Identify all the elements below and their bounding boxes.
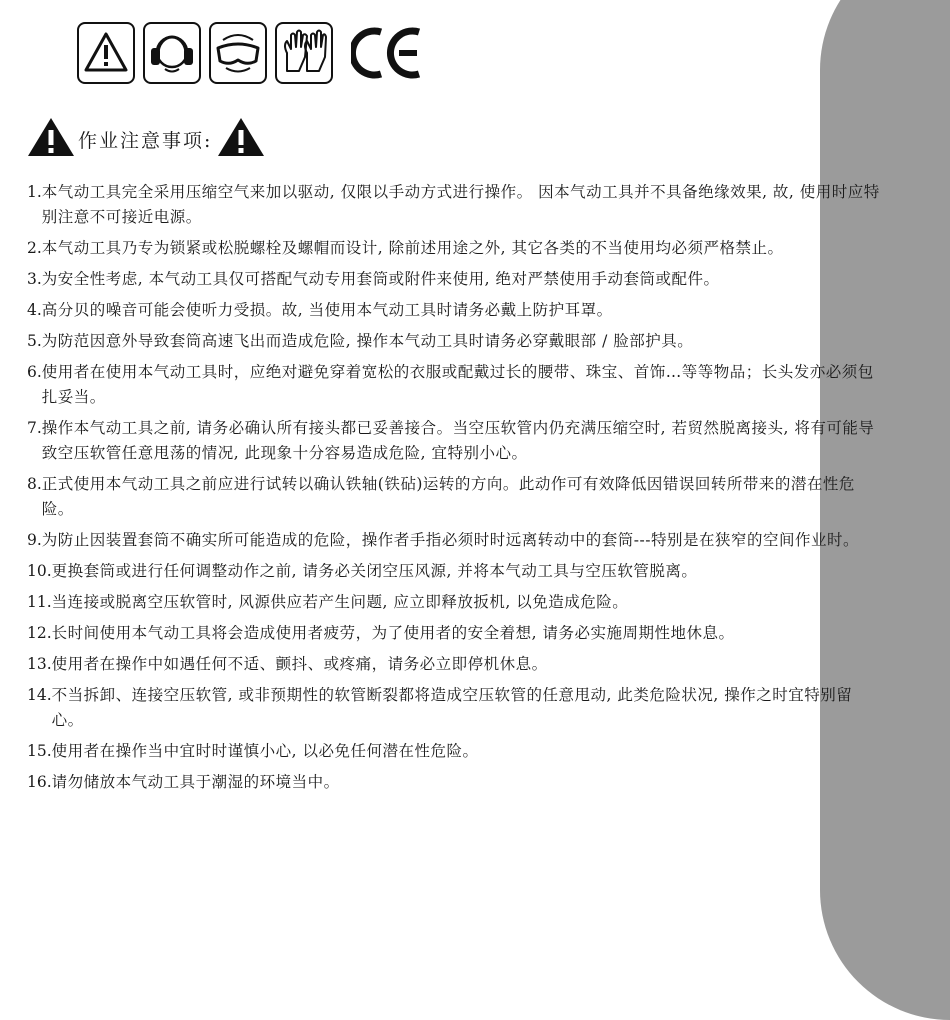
section-title: 作业注意事项: — [78, 129, 213, 152]
item-text: 为防范因意外导致套筒高速飞出而造成危险, 操作本气动工具时请务必穿戴眼部 / 脸部护具。 — [41, 332, 694, 350]
item-number: 5. — [27, 332, 42, 350]
item-number: 7. — [27, 419, 42, 437]
list-item — [27, 180, 882, 230]
list-item — [27, 739, 882, 764]
list-item — [27, 590, 882, 615]
item-number: 12. — [27, 624, 52, 642]
item-text: 当连接或脱离空压软管时, 风源供应若产生问题, 应立即释放扳机, 以免造成危险。 — [51, 593, 629, 611]
list-item — [27, 360, 882, 410]
list-item — [27, 472, 882, 522]
item-text: 更换套筒或进行任何调整动作之前, 请务必关闭空压风源, 并将本气动工具与空压软管脱离。 — [51, 562, 698, 580]
warning-icon — [26, 116, 76, 162]
item-text: 长时间使用本气动工具将会造成使用者疲劳，为了使用者的安全着想, 请务必实施周期性地休息。 — [51, 624, 735, 642]
ear-protection-icon — [143, 22, 201, 84]
item-number: 6. — [27, 363, 42, 381]
item-number: 3. — [27, 270, 42, 288]
list-item — [27, 298, 882, 323]
item-text: 为安全性考虑, 本气动工具仅可搭配气动专用套筒或附件来使用, 绝对严禁使用手动套筒或配件。 — [41, 270, 720, 288]
warning-icon — [216, 116, 266, 162]
list-item — [27, 770, 882, 795]
item-number: 16. — [27, 773, 52, 791]
item-number: 14. — [27, 686, 52, 704]
item-text: 正式使用本气动工具之前应进行试转以确认铁轴(铁砧)运转的方向。此动作可有效降低因错误回转所带来的潜在性危险。 — [41, 475, 855, 518]
item-text: 高分贝的噪音可能会使听力受损。故, 当使用本气动工具时请务必戴上防护耳罩。 — [41, 301, 613, 319]
item-text: 操作本气动工具之前, 请务必确认所有接头都已妥善接合。当空压软管内仍充满压缩空时, 若贸然脱离接头, 将有可能导致空压软管任意甩荡的情况, 此现象十分容易造成危险, 宜特别小心。 — [41, 419, 875, 462]
list-item — [27, 621, 882, 646]
item-text: 使用者在使用本气动工具时，应绝对避免穿着宽松的衣服或配戴过长的腰带、珠宝、首饰…等等物品；长头发亦必须包扎妥当。 — [41, 363, 874, 406]
item-number: 2. — [27, 239, 42, 257]
item-number: 8. — [27, 475, 42, 493]
item-text: 请勿储放本气动工具于潮湿的环境当中。 — [51, 773, 340, 791]
item-text: 本气动工具完全采用压缩空气来加以驱动, 仅限以手动方式进行操作。 因本气动工具并不具备绝缘效果, 故, 使用时应特别注意不可接近电源。 — [41, 183, 880, 226]
list-item — [27, 416, 882, 466]
list-item — [27, 528, 882, 553]
item-text: 不当拆卸、连接空压软管, 或非预期性的软管断裂都将造成空压软管的任意甩动, 此类危险状况, 操作之时宜特别留心。 — [51, 686, 853, 729]
list-item — [27, 236, 882, 261]
safety-icons-row — [77, 22, 423, 84]
item-number: 13. — [27, 655, 52, 673]
item-text: 使用者在操作中如遇任何不适、颤抖、或疼痛，请务必立即停机休息。 — [51, 655, 548, 673]
warning-icon — [77, 22, 135, 84]
item-number: 11. — [27, 593, 52, 611]
item-number: 15. — [27, 742, 52, 760]
safety-goggles-icon — [209, 22, 267, 84]
item-number: 10. — [27, 562, 52, 580]
item-text: 本气动工具乃专为锁紧或松脱螺栓及螺帽而设计, 除前述用途之外, 其它各类的不当使用均必须严格禁止。 — [41, 239, 784, 257]
item-number: 9. — [27, 531, 42, 549]
list-item — [27, 683, 882, 733]
list-item — [27, 267, 882, 292]
precautions-list — [27, 180, 882, 801]
section-heading — [26, 116, 266, 162]
gloves-icon — [275, 22, 333, 84]
list-item — [27, 329, 882, 354]
list-item — [27, 559, 882, 584]
item-text: 使用者在操作当中宜时时谨慎小心, 以必免任何潜在性危险。 — [51, 742, 479, 760]
item-number: 4. — [27, 301, 42, 319]
list-item — [27, 652, 882, 677]
item-text: 为防止因装置套筒不确实所可能造成的危险，操作者手指必须时时远离转动中的套筒---特别是在狭窄的空间作业时。 — [41, 531, 860, 549]
ce-mark-icon — [351, 24, 423, 82]
item-number: 1. — [27, 183, 42, 201]
